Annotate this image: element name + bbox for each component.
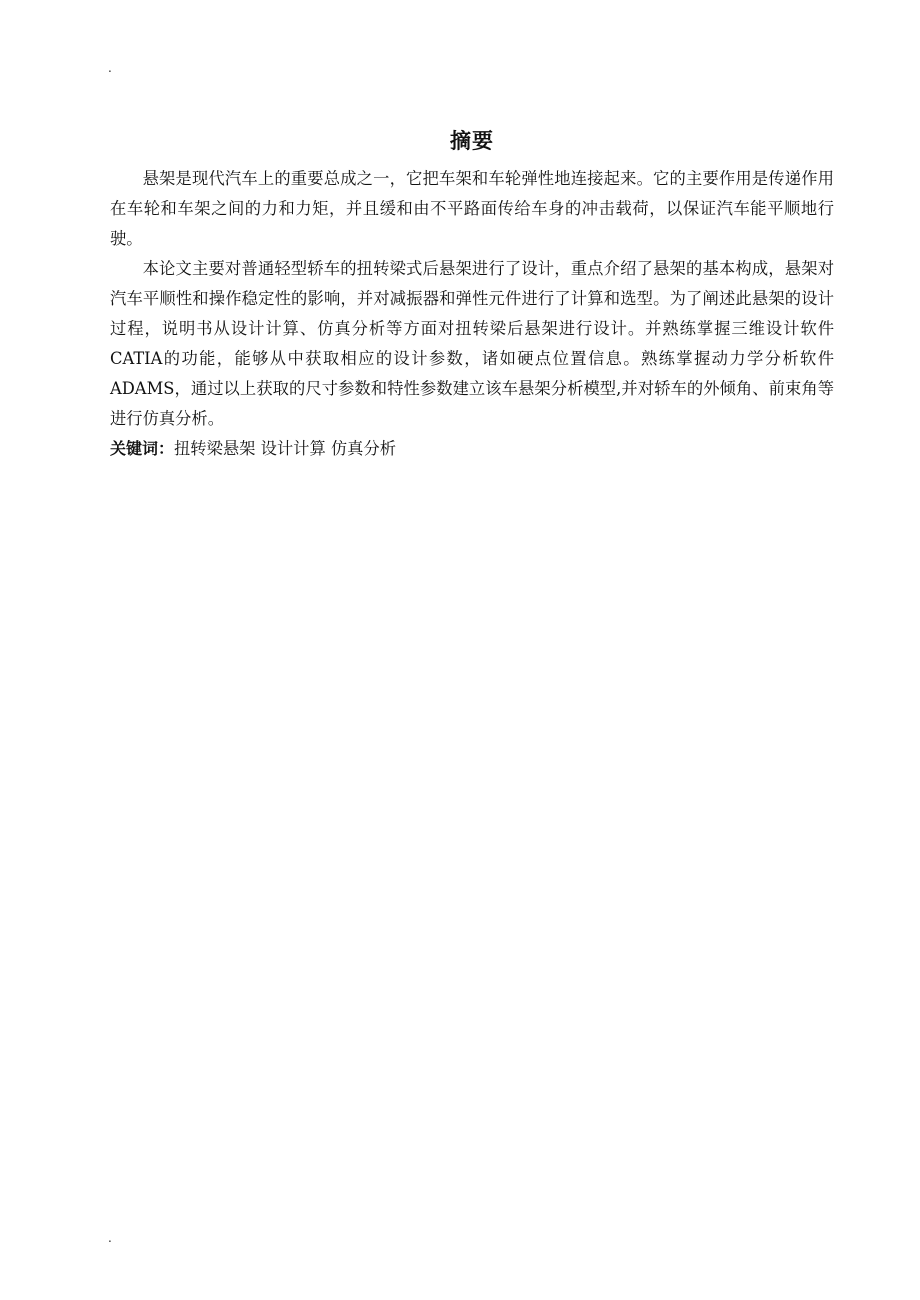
keywords-value: 扭转梁悬架 设计计算 仿真分析	[174, 439, 397, 458]
keywords-label: 关键词：	[110, 439, 175, 458]
keywords-line	[110, 434, 834, 464]
abstract-paragraph-1: 悬架是现代汽车上的重要总成之一，它把车架和车轮弹性地连接起来。它的主要作用是传递作用在车轮和车架之间的力和力矩，并且缓和由不平路面传给车身的冲击载荷，以保证汽车能平顺地行驶。	[110, 169, 834, 248]
abstract-section	[110, 126, 834, 464]
abstract-paragraph-2: 本论文主要对普通轻型轿车的扭转梁式后悬架进行了设计，重点介绍了悬架的基本构成，悬架对汽车平顺性和操作稳定性的影响，并对减振器和弹性元件进行了计算和选型。为了阐述此悬架的设计过程，说明书从设计计算、仿真分析等方面对扭转梁后悬架进行设计。并熟练掌握三维设计软件CATIA的功能，能够从中获取相应的设计参数，诸如硬点位置信息。熟练掌握动力学分析软件ADAMS，通过以上获取的尺寸参数和特性参数建立该车悬架分析模型,并对轿车的外倾角、前束角等进行仿真分析。	[110, 259, 834, 428]
corner-mark-top: .	[108, 61, 112, 75]
abstract-title: 摘要	[450, 129, 494, 153]
corner-mark-bottom: .	[108, 1231, 112, 1245]
